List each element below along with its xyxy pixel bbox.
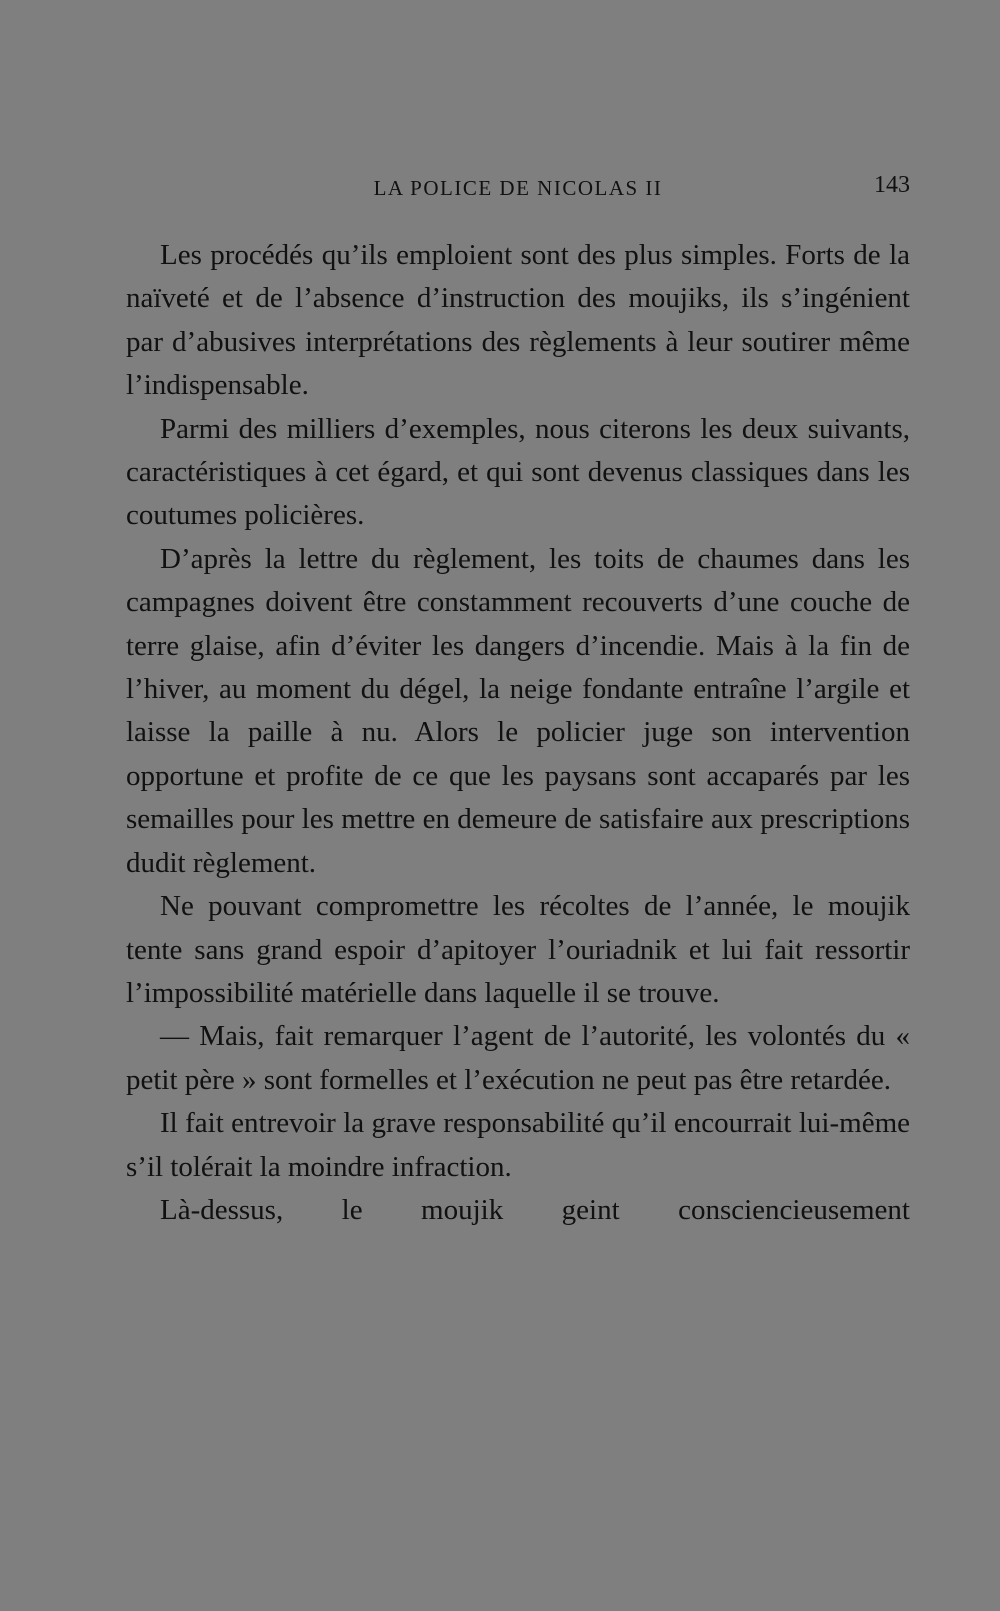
paragraph: D’après la lettre du règlement, les toits de chaumes dans les campagnes doivent être constamment recouverts d’une couche de terre glaise, afin d’éviter les dangers d’incendie. Mais à la fin de l’hiver, au moment du dégel, la neige fondante entraîne l’argile et laisse la paille à nu. Alors le policier juge son intervention opportune et profite de ce que les paysans sont accaparés par les semailles pour les mettre en demeure de satisfaire aux prescriptions dudit règlement. [126,542,910,879]
paragraph: Là-dessus, le moujik geint consciencieusement [160,1193,910,1226]
paragraph: Il fait entrevoir la grave responsabilité qu’il encourrait lui-même s’il tolérait la moindre infraction. [126,1107,910,1183]
body-text [126,234,910,1232]
paragraph: Parmi des milliers d’exemples, nous citerons les deux suivants, caractéristiques à cet égard, et qui sont devenus classiques dans les coutumes policières. [126,412,910,532]
running-head [126,172,910,208]
paragraph: Ne pouvant compromettre les récoltes de l’année, le moujik tente sans grand espoir d’apitoyer l’ouriadnik et lui fait ressortir l’impossibilité matérielle dans laquelle il se trouve. [126,890,910,1009]
paragraph: Les procédés qu’ils emploient sont des plus simples. Forts de la naïveté et de l’absence d’instruction des moujiks, ils s’ingénient par d’abusives interprétations des règlements à leur soutirer même l’indispensable. [126,239,910,402]
running-title: LA POLICE DE NICOLAS II [373,176,663,200]
paragraph: — Mais, fait remarquer l’agent de l’autorité, les volontés du « petit père » sont formelles et l’exécution ne peut pas être retardée. [126,1020,910,1096]
page-number: 143 [874,172,910,198]
